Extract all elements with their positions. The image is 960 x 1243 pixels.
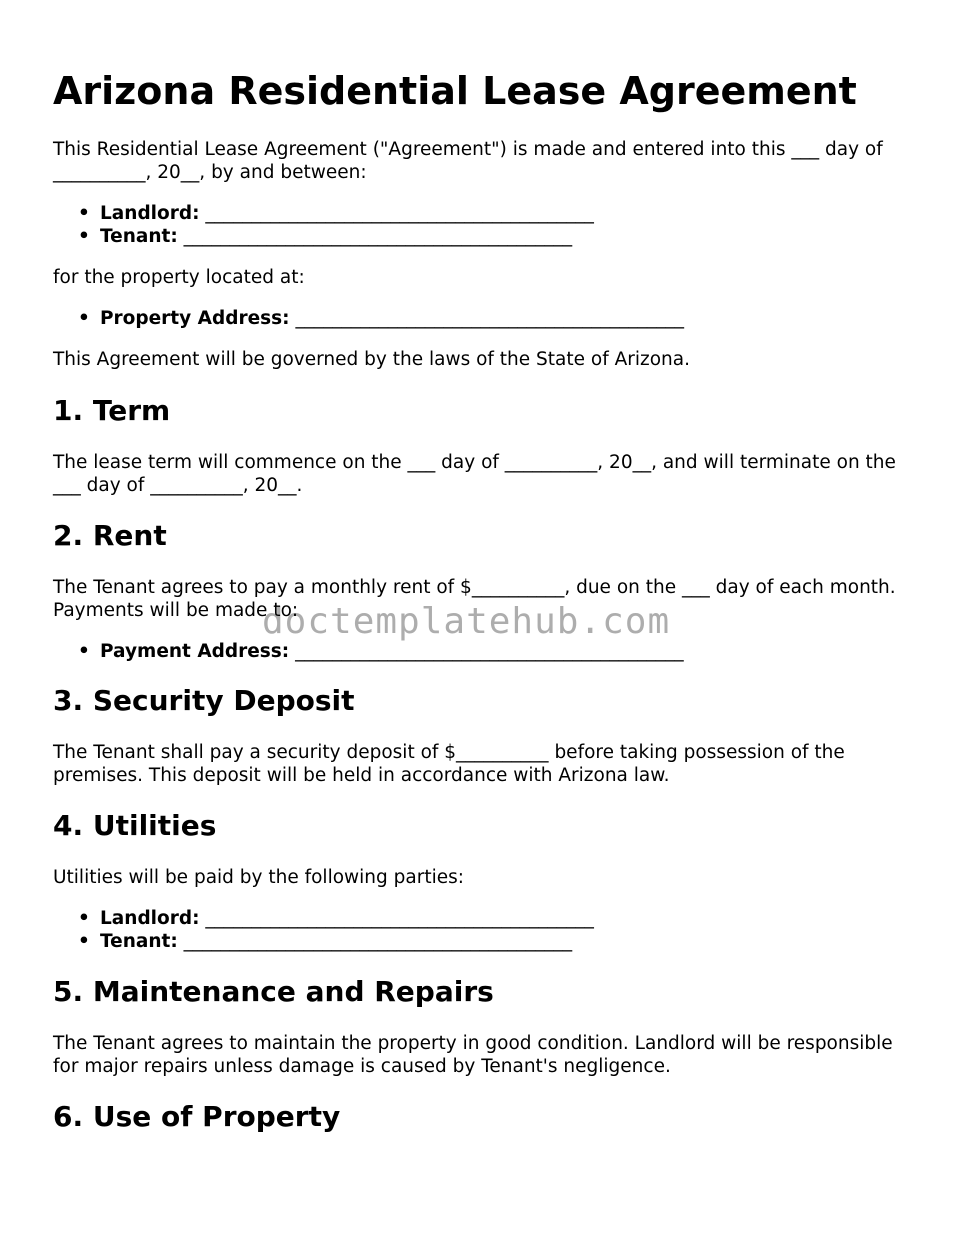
payment-list — [53, 640, 684, 663]
utilities-tenant-blank: __________________________________________ — [183, 931, 573, 952]
tenant-label: Tenant: — [100, 226, 178, 247]
payment-address-label: Payment Address: — [100, 641, 290, 662]
utilities-list — [53, 907, 594, 953]
term-paragraph: The lease term will commence on the ___ day of __________, 20__, and will terminate on the ___ day of __________, 20__. — [53, 452, 896, 496]
rent-paragraph: The Tenant agrees to pay a monthly rent of $__________, due on the ___ day of each month. Payments will be made to: — [53, 577, 896, 621]
utilities-tenant-label: Tenant: — [100, 931, 178, 952]
landlord-label: Landlord: — [100, 203, 200, 224]
list-item — [53, 307, 684, 330]
section-heading-deposit: 3. Security Deposit — [53, 684, 355, 717]
watermark: doctemplatehub.com — [262, 601, 671, 642]
landlord-blank: __________________________________________ — [205, 203, 594, 224]
section-heading-term: 1. Term — [53, 394, 171, 427]
intro-paragraph: This Residential Lease Agreement ("Agreement") is made and entered into this ___ day of __________, 20__, by and between: — [53, 139, 883, 183]
section-heading-maintenance: 5. Maintenance and Repairs — [53, 975, 494, 1008]
list-item — [53, 225, 594, 248]
utilities-landlord-label: Landlord: — [100, 908, 200, 929]
tenant-blank: __________________________________________ — [183, 226, 573, 247]
property-address-label: Property Address: — [100, 308, 290, 329]
payment-address-blank: __________________________________________ — [295, 641, 684, 662]
property-intro: for the property located at: — [53, 267, 305, 288]
deposit-paragraph: The Tenant shall pay a security deposit of $__________ before taking possession of the premises. This deposit will be held in accordance with Arizona law. — [53, 742, 845, 786]
section-heading-rent: 2. Rent — [53, 519, 167, 552]
list-item — [53, 640, 684, 663]
parties-list — [53, 202, 594, 248]
section-heading-utilities: 4. Utilities — [53, 809, 217, 842]
maintenance-paragraph: The Tenant agrees to maintain the property in good condition. Landlord will be responsible for major repairs unless damage is caused by Tenant's negligence. — [53, 1033, 893, 1077]
document-title: Arizona Residential Lease Agreement — [53, 69, 857, 113]
list-item — [53, 907, 594, 930]
property-list — [53, 307, 684, 330]
governing-law-paragraph: This Agreement will be governed by the laws of the State of Arizona. — [53, 349, 690, 370]
list-item — [53, 930, 594, 953]
section-heading-use: 6. Use of Property — [53, 1100, 341, 1133]
list-item — [53, 202, 594, 225]
utilities-landlord-blank: __________________________________________ — [205, 908, 594, 929]
property-address-blank: __________________________________________ — [295, 308, 684, 329]
utilities-paragraph: Utilities will be paid by the following parties: — [53, 867, 464, 888]
